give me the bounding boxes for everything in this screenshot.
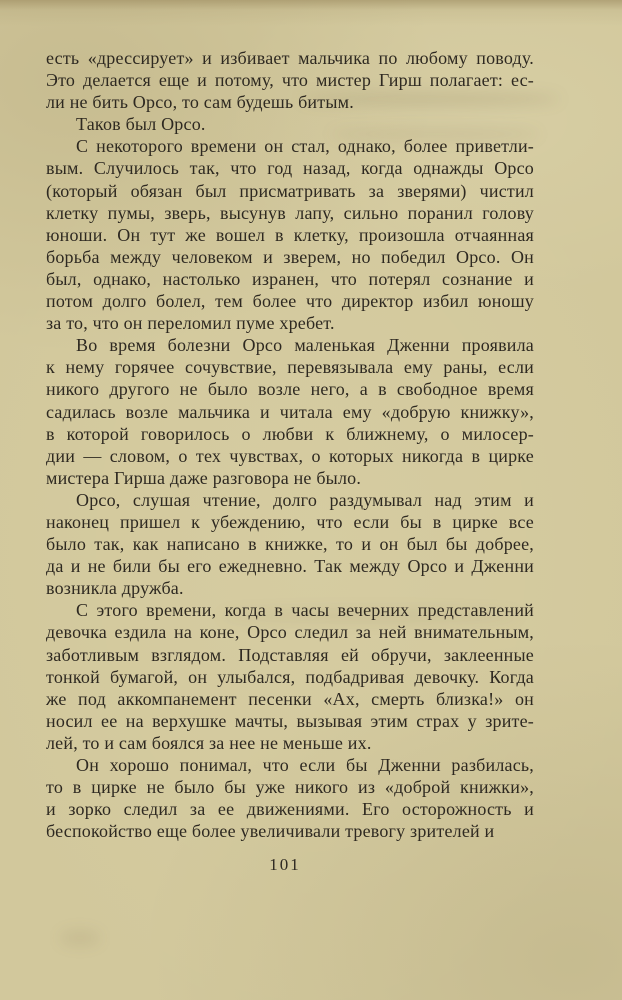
paragraph bbox=[46, 113, 534, 135]
text-line: С этого времени, когда в часы вечерних представлений bbox=[76, 600, 534, 621]
text-line: возникла дружба. bbox=[46, 578, 184, 599]
text-line: вым. Случилось так, что год назад, когда однажды Орсо bbox=[46, 158, 534, 179]
text-line: ли не бить Орсо, то сам будешь битым. bbox=[46, 92, 354, 113]
text-line: дии — словом, о тех чувствах, о которых никогда в цирке bbox=[46, 445, 534, 466]
text-line: за то, что он переломил пуме хребет. bbox=[46, 313, 335, 334]
paragraph bbox=[46, 489, 534, 599]
text-line: лей, то и сам боялся за нее не меньше их. bbox=[46, 732, 372, 753]
paragraph bbox=[46, 47, 534, 113]
page-text bbox=[46, 47, 534, 842]
text-line: потом долго болел, тем более что директор избил юношу bbox=[46, 291, 534, 312]
text-line: юноши. Он тут же вошел в клетку, произошла отчаянная bbox=[46, 224, 534, 245]
text-line: был, однако, настолько изранен, что потерял сознание и bbox=[46, 268, 534, 289]
paragraph bbox=[46, 135, 534, 334]
text-line: к нему горячее сочувствие, перевязывала ему раны, если bbox=[46, 357, 534, 378]
text-line: Это делается еще и потому, что мистер Гирш полагает: ес- bbox=[46, 70, 534, 91]
text-line: же под аккомпанемент песенки «Ах, смерть близка!» он bbox=[46, 688, 534, 709]
text-line: есть «дрессирует» и избивает мальчика по любому поводу. bbox=[46, 48, 534, 68]
text-line: клетку пумы, зверь, высунув лапу, сильно поранил голову bbox=[46, 202, 534, 223]
text-line: Орсо, слушая чтение, долго раздумывал над этим и bbox=[76, 489, 534, 510]
text-line: в которой говорилось о любви к ближнему, о милосер- bbox=[46, 423, 534, 444]
text-line: садилась возле мальчика и читала ему «добрую книжку», bbox=[46, 401, 534, 422]
text-line: Он хорошо понимал, что если бы Дженни разбилась, bbox=[76, 755, 534, 775]
text-line: девочка ездила на коне, Орсо следил за ней внимательным, bbox=[46, 622, 534, 643]
text-line: и зорко следил за ее движениями. Его осторожность и bbox=[46, 799, 534, 820]
paragraph bbox=[46, 599, 534, 754]
text-line: мистера Гирша даже разговора не было. bbox=[46, 467, 362, 488]
paragraph bbox=[46, 754, 534, 842]
text-line: было так, как написано в книжке, то и он был бы добрее, bbox=[46, 534, 534, 555]
text-line: то в цирке не было бы уже никого из «доброй книжки», bbox=[46, 777, 534, 798]
text-line: С некоторого времени он стал, однако, более приветли- bbox=[76, 136, 534, 157]
text-line: беспокойство еще более увеличивали тревогу зрителей и bbox=[46, 821, 495, 842]
page-number: 101 bbox=[269, 855, 301, 874]
text-line: борьба между человеком и зверем, но победил Орсо. Он bbox=[46, 246, 534, 267]
paragraph bbox=[46, 334, 534, 489]
text-line: носил ее на верхушке мачты, вызывая этим страх у зрите- bbox=[46, 710, 534, 731]
text-line: никого другого не было возле него, а в свободное время bbox=[46, 379, 534, 400]
text-line: заботливым взглядом. Подставляя ей обручи, заклеенные bbox=[46, 644, 534, 665]
text-line: Таков был Орсо. bbox=[76, 114, 206, 135]
text-line: Во время болезни Орсо маленькая Дженни проявила bbox=[76, 335, 534, 356]
text-line: наконец пришел к убеждению, что если бы в цирке все bbox=[46, 511, 534, 532]
paper-smudge bbox=[60, 930, 100, 946]
text-line: (который обязан был присматривать за зверями) чистил bbox=[46, 180, 534, 201]
text-line: тонкой бумагой, он улыбался, подбадривая девочку. Когда bbox=[46, 666, 534, 687]
text-line: да и не били бы его ежедневно. Так между Орсо и Дженни bbox=[46, 556, 534, 577]
